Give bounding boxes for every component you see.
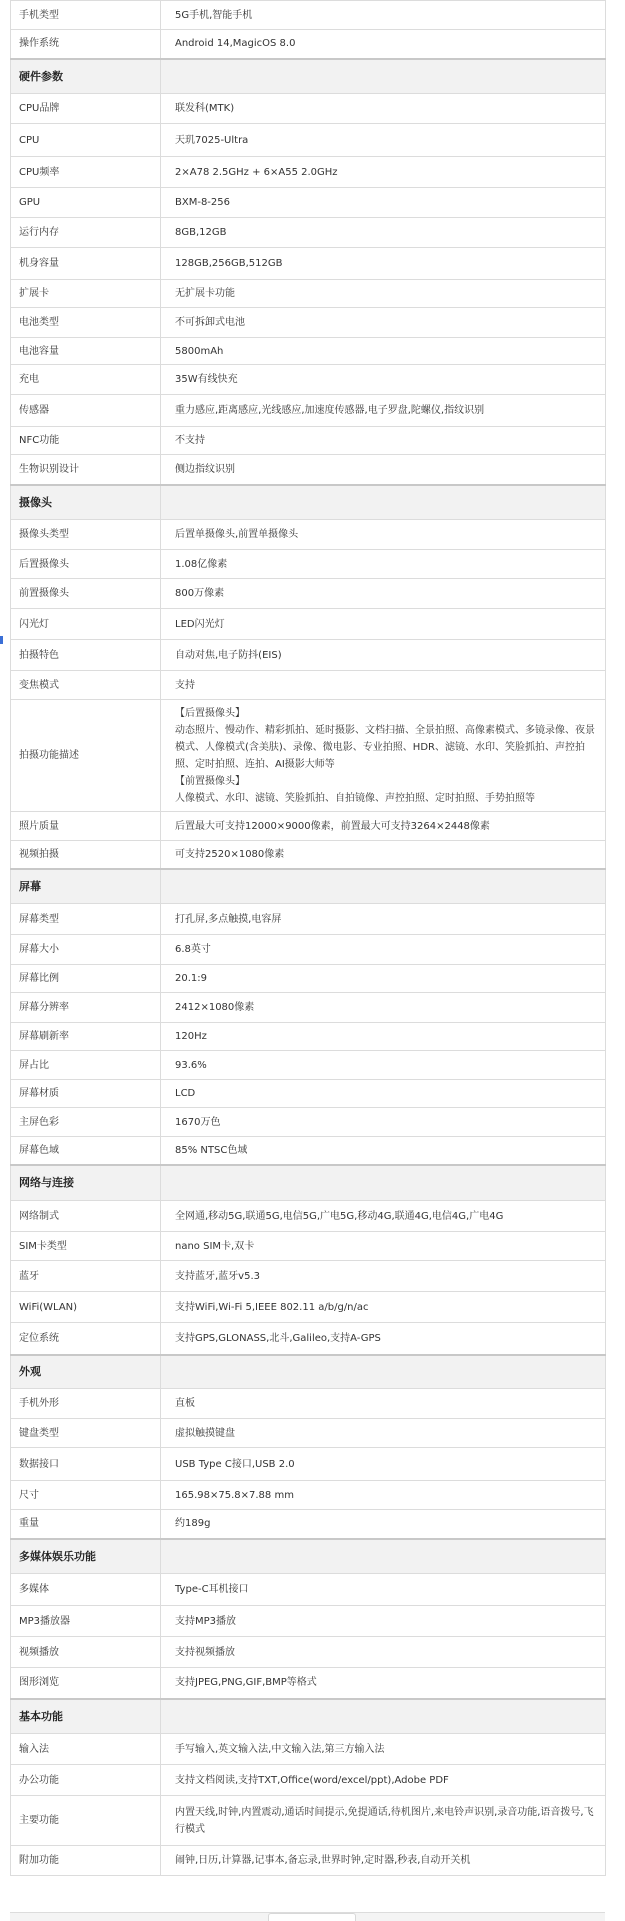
spec-label: 手机外形 xyxy=(11,1389,161,1419)
left-edge-marker xyxy=(0,636,3,644)
spec-label: 传感器 xyxy=(11,395,161,427)
spec-value: 支持MP3播放 xyxy=(161,1606,606,1637)
spec-row xyxy=(11,1261,606,1292)
spec-value: BXM-8-256 xyxy=(161,188,606,218)
spec-label: CPU xyxy=(11,124,161,157)
spec-value: 支持文档阅读,支持TXT,Office(word/excel/ppt),Adobe PDF xyxy=(161,1765,606,1796)
spec-label: 拍摄功能描述 xyxy=(11,700,161,812)
spec-row xyxy=(11,218,606,248)
section-header xyxy=(11,59,606,94)
section-header-spacer xyxy=(161,1355,606,1389)
spec-row xyxy=(11,841,606,869)
spec-label: 屏幕刷新率 xyxy=(11,1023,161,1051)
section-header-spacer xyxy=(161,59,606,94)
spec-value: 无扩展卡功能 xyxy=(161,280,606,308)
spec-label: 视频拍摄 xyxy=(11,841,161,869)
spec-row xyxy=(11,1,606,30)
spec-row xyxy=(11,188,606,218)
spec-row xyxy=(11,1051,606,1080)
spec-value: 侧边指纹识别 xyxy=(161,455,606,485)
spec-label: 定位系统 xyxy=(11,1323,161,1355)
spec-label: 前置摄像头 xyxy=(11,579,161,609)
spec-label: 电池类型 xyxy=(11,308,161,338)
spec-label: GPU xyxy=(11,188,161,218)
spec-value: 支持JPEG,PNG,GIF,BMP等格式 xyxy=(161,1668,606,1699)
spec-label: 运行内存 xyxy=(11,218,161,248)
spec-row xyxy=(11,1796,606,1846)
spec-value: 20.1:9 xyxy=(161,965,606,993)
spec-row xyxy=(11,609,606,640)
section-header-spacer xyxy=(161,869,606,904)
spec-label: 尺寸 xyxy=(11,1481,161,1510)
spec-label: 操作系统 xyxy=(11,30,161,59)
spec-label: 屏幕材质 xyxy=(11,1080,161,1108)
spec-label: 主屏色彩 xyxy=(11,1108,161,1137)
section-title: 多媒体娱乐功能 xyxy=(11,1539,161,1574)
spec-table-body xyxy=(11,1,606,1876)
spec-row xyxy=(11,812,606,841)
spec-label: 图形浏览 xyxy=(11,1668,161,1699)
spec-value: 内置天线,时钟,内置震动,通话时间提示,免提通话,待机图片,来电铃声识别,录音功能,语音拨号,飞行模式 xyxy=(161,1796,606,1846)
spec-label: 蓝牙 xyxy=(11,1261,161,1292)
spec-value: nano SIM卡,双卡 xyxy=(161,1232,606,1261)
spec-label: 主要功能 xyxy=(11,1796,161,1846)
section-header-spacer xyxy=(161,485,606,520)
spec-value: 85% NTSC色域 xyxy=(161,1137,606,1165)
spec-row xyxy=(11,935,606,965)
spec-value: 联发科(MTK) xyxy=(161,94,606,124)
section-header-spacer xyxy=(161,1165,606,1201)
section-header xyxy=(11,1165,606,1201)
spec-value: Android 14,MagicOS 8.0 xyxy=(161,30,606,59)
spec-row xyxy=(11,1419,606,1448)
spec-value: 8GB,12GB xyxy=(161,218,606,248)
spec-label: 后置摄像头 xyxy=(11,550,161,579)
spec-row xyxy=(11,700,606,812)
spec-value: 天玑7025-Ultra xyxy=(161,124,606,157)
spec-value: 约189g xyxy=(161,1510,606,1539)
section-title: 外观 xyxy=(11,1355,161,1389)
spec-value: 后置单摄像头,前置单摄像头 xyxy=(161,520,606,550)
spec-value: 2412×1080像素 xyxy=(161,993,606,1023)
spec-row xyxy=(11,1574,606,1606)
spec-value: LCD xyxy=(161,1080,606,1108)
spec-row xyxy=(11,427,606,455)
spec-label: 机身容量 xyxy=(11,248,161,280)
spec-row xyxy=(11,1389,606,1419)
spec-row xyxy=(11,395,606,427)
spec-value: 2×A78 2.5GHz + 6×A55 2.0GHz xyxy=(161,157,606,188)
spec-row xyxy=(11,520,606,550)
spec-value: USB Type C接口,USB 2.0 xyxy=(161,1448,606,1481)
spec-value: 支持蓝牙,蓝牙v5.3 xyxy=(161,1261,606,1292)
section-title: 摄像头 xyxy=(11,485,161,520)
spec-row xyxy=(11,248,606,280)
spec-row xyxy=(11,1023,606,1051)
spec-label: SIM卡类型 xyxy=(11,1232,161,1261)
spec-row xyxy=(11,1846,606,1876)
spec-row xyxy=(11,1510,606,1539)
spec-row xyxy=(11,1448,606,1481)
spec-label: 摄像头类型 xyxy=(11,520,161,550)
spec-row xyxy=(11,338,606,365)
spec-label: 屏幕比例 xyxy=(11,965,161,993)
spec-row xyxy=(11,365,606,395)
spec-label: 拍摄特色 xyxy=(11,640,161,671)
spec-row xyxy=(11,1765,606,1796)
spec-row xyxy=(11,455,606,485)
section-title: 基本功能 xyxy=(11,1699,161,1734)
spec-label: 多媒体 xyxy=(11,1574,161,1606)
spec-label: 办公功能 xyxy=(11,1765,161,1796)
spec-value: 35W有线快充 xyxy=(161,365,606,395)
spec-value: 不可拆卸式电池 xyxy=(161,308,606,338)
spec-table xyxy=(10,0,606,1876)
section-header xyxy=(11,1355,606,1389)
spec-row xyxy=(11,1137,606,1165)
spec-label: 视频播放 xyxy=(11,1637,161,1668)
spec-row xyxy=(11,1637,606,1668)
spec-row xyxy=(11,579,606,609)
spec-label: WiFi(WLAN) xyxy=(11,1292,161,1323)
spec-row xyxy=(11,94,606,124)
spec-label: 数据接口 xyxy=(11,1448,161,1481)
spec-row xyxy=(11,965,606,993)
spec-row xyxy=(11,993,606,1023)
spec-value: 【后置摄像头】 动态照片、慢动作、精彩抓拍、延时摄影、文档扫描、全景拍照、高像素模式、多镜录像、夜景模式、人像模式(含美肤)、录像、微电影、专业拍照、HDR、滤镜、水印、笑脸抓拍、声控拍照、定时拍照、连拍、AI摄影大师等 【前置摄像头】 人像模式、水印、滤镜、笑脸抓拍、自拍镜像、声控拍照、定时拍照、手势拍照等 xyxy=(161,700,606,812)
spec-label: MP3播放器 xyxy=(11,1606,161,1637)
spec-value: 自动对焦,电子防抖(EIS) xyxy=(161,640,606,671)
spec-value: Type-C耳机接口 xyxy=(161,1574,606,1606)
spec-row xyxy=(11,1481,606,1510)
spec-value: 5G手机,智能手机 xyxy=(161,1,606,30)
section-title: 屏幕 xyxy=(11,869,161,904)
spec-label: 屏幕色域 xyxy=(11,1137,161,1165)
spec-value: 1670万色 xyxy=(161,1108,606,1137)
spec-row xyxy=(11,157,606,188)
section-header xyxy=(11,1699,606,1734)
spec-value: 128GB,256GB,512GB xyxy=(161,248,606,280)
spec-value: 5800mAh xyxy=(161,338,606,365)
spec-row xyxy=(11,1201,606,1232)
section-title: 网络与连接 xyxy=(11,1165,161,1201)
spec-row xyxy=(11,30,606,59)
spec-value: 165.98×75.8×7.88 mm xyxy=(161,1481,606,1510)
spec-value: 支持WiFi,Wi-Fi 5,IEEE 802.11 a/b/g/n/ac xyxy=(161,1292,606,1323)
spec-row xyxy=(11,640,606,671)
spec-label: 生物识别设计 xyxy=(11,455,161,485)
spec-label: 网络制式 xyxy=(11,1201,161,1232)
spec-row xyxy=(11,671,606,700)
spec-value: 可支持2520×1080像素 xyxy=(161,841,606,869)
spec-row xyxy=(11,124,606,157)
spec-label: 屏幕类型 xyxy=(11,904,161,935)
spec-label: 附加功能 xyxy=(11,1846,161,1876)
spec-label: 闪光灯 xyxy=(11,609,161,640)
section-header-spacer xyxy=(161,1539,606,1574)
spec-label: 屏幕分辨率 xyxy=(11,993,161,1023)
spec-value: 虚拟触摸键盘 xyxy=(161,1419,606,1448)
spec-row xyxy=(11,550,606,579)
spec-row xyxy=(11,1108,606,1137)
spec-row xyxy=(11,904,606,935)
spec-label: 手机类型 xyxy=(11,1,161,30)
spec-row xyxy=(11,1323,606,1355)
spec-label: 电池容量 xyxy=(11,338,161,365)
section-header xyxy=(11,485,606,520)
spec-row xyxy=(11,1080,606,1108)
spec-value: 120Hz xyxy=(161,1023,606,1051)
spec-value: 6.8英寸 xyxy=(161,935,606,965)
section-header xyxy=(11,1539,606,1574)
spec-value: 手写输入,英文输入法,中文输入法,第三方输入法 xyxy=(161,1734,606,1765)
section-header-spacer xyxy=(161,1699,606,1734)
spec-value: 支持视频播放 xyxy=(161,1637,606,1668)
spec-value: 后置最大可支持12000×9000像素，前置最大可支持3264×2448像素 xyxy=(161,812,606,841)
spec-value: 800万像素 xyxy=(161,579,606,609)
spec-label: 输入法 xyxy=(11,1734,161,1765)
spec-value: 直板 xyxy=(161,1389,606,1419)
spec-value: 闹钟,日历,计算器,记事本,备忘录,世界时钟,定时器,秒表,自动开关机 xyxy=(161,1846,606,1876)
spec-label: 屏幕大小 xyxy=(11,935,161,965)
spec-row xyxy=(11,1232,606,1261)
spec-row xyxy=(11,1668,606,1699)
spec-row xyxy=(11,308,606,338)
spec-row xyxy=(11,1606,606,1637)
spec-value: 93.6% xyxy=(161,1051,606,1080)
spec-label: CPU频率 xyxy=(11,157,161,188)
spec-label: CPU品牌 xyxy=(11,94,161,124)
spec-value: 支持GPS,GLONASS,北斗,Galileo,支持A-GPS xyxy=(161,1323,606,1355)
spec-value: 支持 xyxy=(161,671,606,700)
spec-value: 重力感应,距离感应,光线感应,加速度传感器,电子罗盘,陀螺仪,指纹识别 xyxy=(161,395,606,427)
section-header xyxy=(11,869,606,904)
spec-label: 照片质量 xyxy=(11,812,161,841)
spec-label: 变焦模式 xyxy=(11,671,161,700)
spec-label: 充电 xyxy=(11,365,161,395)
spec-value: 打孔屏,多点触摸,电容屏 xyxy=(161,904,606,935)
spec-value: 全网通,移动5G,联通5G,电信5G,广电5G,移动4G,联通4G,电信4G,广电4G xyxy=(161,1201,606,1232)
spec-label: NFC功能 xyxy=(11,427,161,455)
spec-row xyxy=(11,1734,606,1765)
spec-label: 屏占比 xyxy=(11,1051,161,1080)
section-title: 硬件参数 xyxy=(11,59,161,94)
spec-label: 扩展卡 xyxy=(11,280,161,308)
spec-value: LED闪光灯 xyxy=(161,609,606,640)
spec-value: 不支持 xyxy=(161,427,606,455)
spec-value: 1.08亿像素 xyxy=(161,550,606,579)
spec-label: 键盘类型 xyxy=(11,1419,161,1448)
spec-row xyxy=(11,1292,606,1323)
spec-label: 重量 xyxy=(11,1510,161,1539)
spec-row xyxy=(11,280,606,308)
